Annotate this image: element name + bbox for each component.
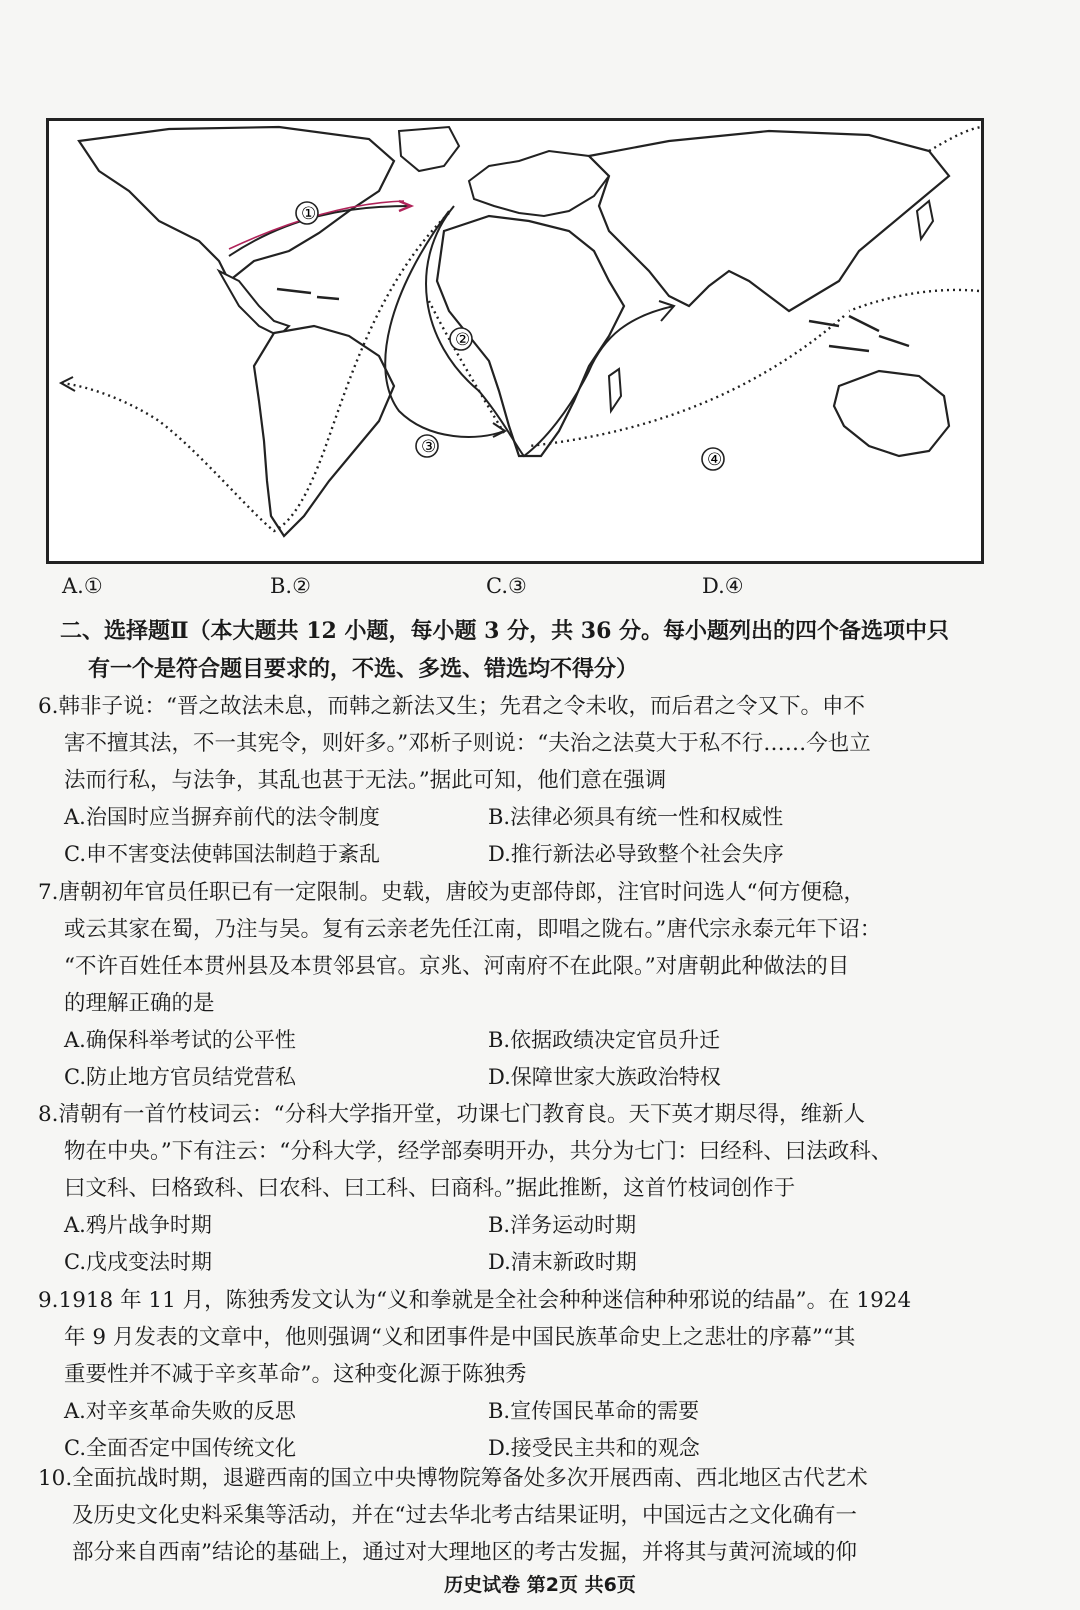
options-row [38, 1059, 1000, 1096]
question-line: 及历史文化史料采集等活动，并在“过去华北考古结果证明，中国远古之文化确有一 [72, 1503, 857, 1528]
options-row [38, 836, 1000, 873]
question-line: 全面抗战时期，退避西南的国立中央博物院筹备处多次开展西南、西北地区古代艺术 [72, 1466, 868, 1491]
option-d: D.推行新法必导致整个社会失序 [488, 842, 784, 866]
route-label-1-text: ① [301, 204, 317, 224]
question-line: 重要性并不减于辛亥革命”。这种变化源于陈独秀 [64, 1362, 527, 1387]
options-row [38, 1244, 1000, 1281]
option-a: A.鸦片战争时期 [64, 1213, 212, 1237]
route-label-4-text: ④ [707, 450, 723, 470]
question-10 [38, 1460, 1000, 1571]
page-footer: 历史试卷 第2页 共6页 [444, 1574, 636, 1596]
options-row [38, 1207, 1000, 1244]
question-line: 唐朝初年官员任职已有一定限制。史载，唐皎为吏部侍郎，注官时问选人“何方便稳， [58, 880, 866, 905]
route-label-3 [416, 435, 438, 457]
route-label-2 [450, 328, 472, 350]
question-number: 6. [38, 694, 59, 719]
option-d: D.④ [702, 574, 744, 598]
question-number: 10. [38, 1466, 73, 1491]
question-line: 的理解正确的是 [64, 991, 215, 1016]
option-c: C.戊戌变法时期 [64, 1250, 212, 1274]
world-map [46, 118, 984, 564]
option-a: A.治国时应当摒弃前代的法令制度 [64, 805, 380, 829]
option-c: C.申不害变法使韩国法制趋于紊乱 [64, 842, 380, 866]
option-b: B.② [270, 574, 311, 598]
question-line: 部分来自西南”结论的基础上，通过对大理地区的考古发掘，并将其与黄河流域的仰 [72, 1540, 857, 1565]
option-d: D.保障世家大族政治特权 [488, 1065, 721, 1089]
route-label-3-text: ③ [421, 437, 437, 457]
option-d: D.清末新政时期 [488, 1250, 637, 1274]
question-line: “不许百姓任本贯州县及本贯邻县官。京兆、河南府不在此限。”对唐朝此种做法的目 [64, 954, 850, 979]
section-heading-line2: 有一个是符合题目要求的，不选、多选、错选均不得分） [88, 656, 639, 682]
option-d: D.接受民主共和的观念 [488, 1436, 700, 1460]
option-c: C.③ [486, 574, 527, 598]
option-a: A.① [62, 574, 103, 598]
question-number: 7. [38, 880, 59, 905]
question-line: 清朝有一首竹枝词云：“分科大学指开堂，功课七门教育良。天下英才期尽得，维新人 [58, 1102, 866, 1127]
option-b: B.依据政绩决定官员升迁 [488, 1028, 721, 1052]
question-line: 年 9 月发表的文章中，他则强调“义和团事件是中国民族革命史上之悲壮的序幕”“其 [64, 1325, 856, 1350]
route-label-2-text: ② [455, 330, 471, 350]
option-b: B.宣传国民革命的需要 [488, 1399, 700, 1423]
question-line: 或云其家在蜀，乃注与吴。复有云亲老先任江南，即唱之陇右。”唐代宗永泰元年下诏： [64, 917, 882, 942]
question-7 [38, 874, 1000, 1096]
question-line: 物在中央。”下有注云：“分科大学，经学部奏明开办，共分为七门：曰经科、曰法政科、 [64, 1139, 893, 1164]
option-b: B.法律必须具有统一性和权威性 [488, 805, 784, 829]
route-label-4 [702, 448, 724, 470]
question-9 [38, 1282, 1000, 1467]
question-number: 8. [38, 1102, 59, 1127]
route-label-1 [296, 202, 318, 224]
question-line: 法而行私，与法争，其乱也甚于无法。”据此可知，他们意在强调 [64, 768, 667, 793]
option-c: C.全面否定中国传统文化 [64, 1436, 296, 1460]
map-question-options [62, 574, 962, 608]
question-line: 害不擅其法，不一其宪令，则奸多。”邓析子则说：“夫治之法莫大于私不行……今也立 [64, 731, 871, 756]
question-line: 韩非子说：“晋之故法未息，而韩之新法又生；先君之令未收，而后君之令又下。申不 [58, 694, 866, 719]
options-row [38, 1022, 1000, 1059]
question-line: 1918 年 11 月，陈独秀发文认为“义和拳就是全社会种种迷信种种邪说的结晶”。在 1924 [58, 1288, 912, 1313]
map-svg [49, 121, 981, 561]
options-row [38, 1393, 1000, 1430]
option-a: A.确保科举考试的公平性 [64, 1028, 296, 1052]
section-heading-line1: 二、选择题Ⅱ（本大题共 12 小题，每小题 3 分，共 36 分。每小题列出的四个备选项中只 [60, 618, 950, 644]
options-row [38, 799, 1000, 836]
question-number: 9. [38, 1288, 59, 1313]
option-c: C.防止地方官员结党营私 [64, 1065, 296, 1089]
question-6 [38, 688, 1000, 873]
option-a: A.对辛亥革命失败的反思 [64, 1399, 296, 1423]
option-b: B.洋务运动时期 [488, 1213, 637, 1237]
question-line: 曰文科、曰格致科、曰农科、曰工科、曰商科。”据此推断，这首竹枝词创作于 [64, 1176, 796, 1201]
section-heading [60, 612, 995, 688]
question-8 [38, 1096, 1000, 1281]
